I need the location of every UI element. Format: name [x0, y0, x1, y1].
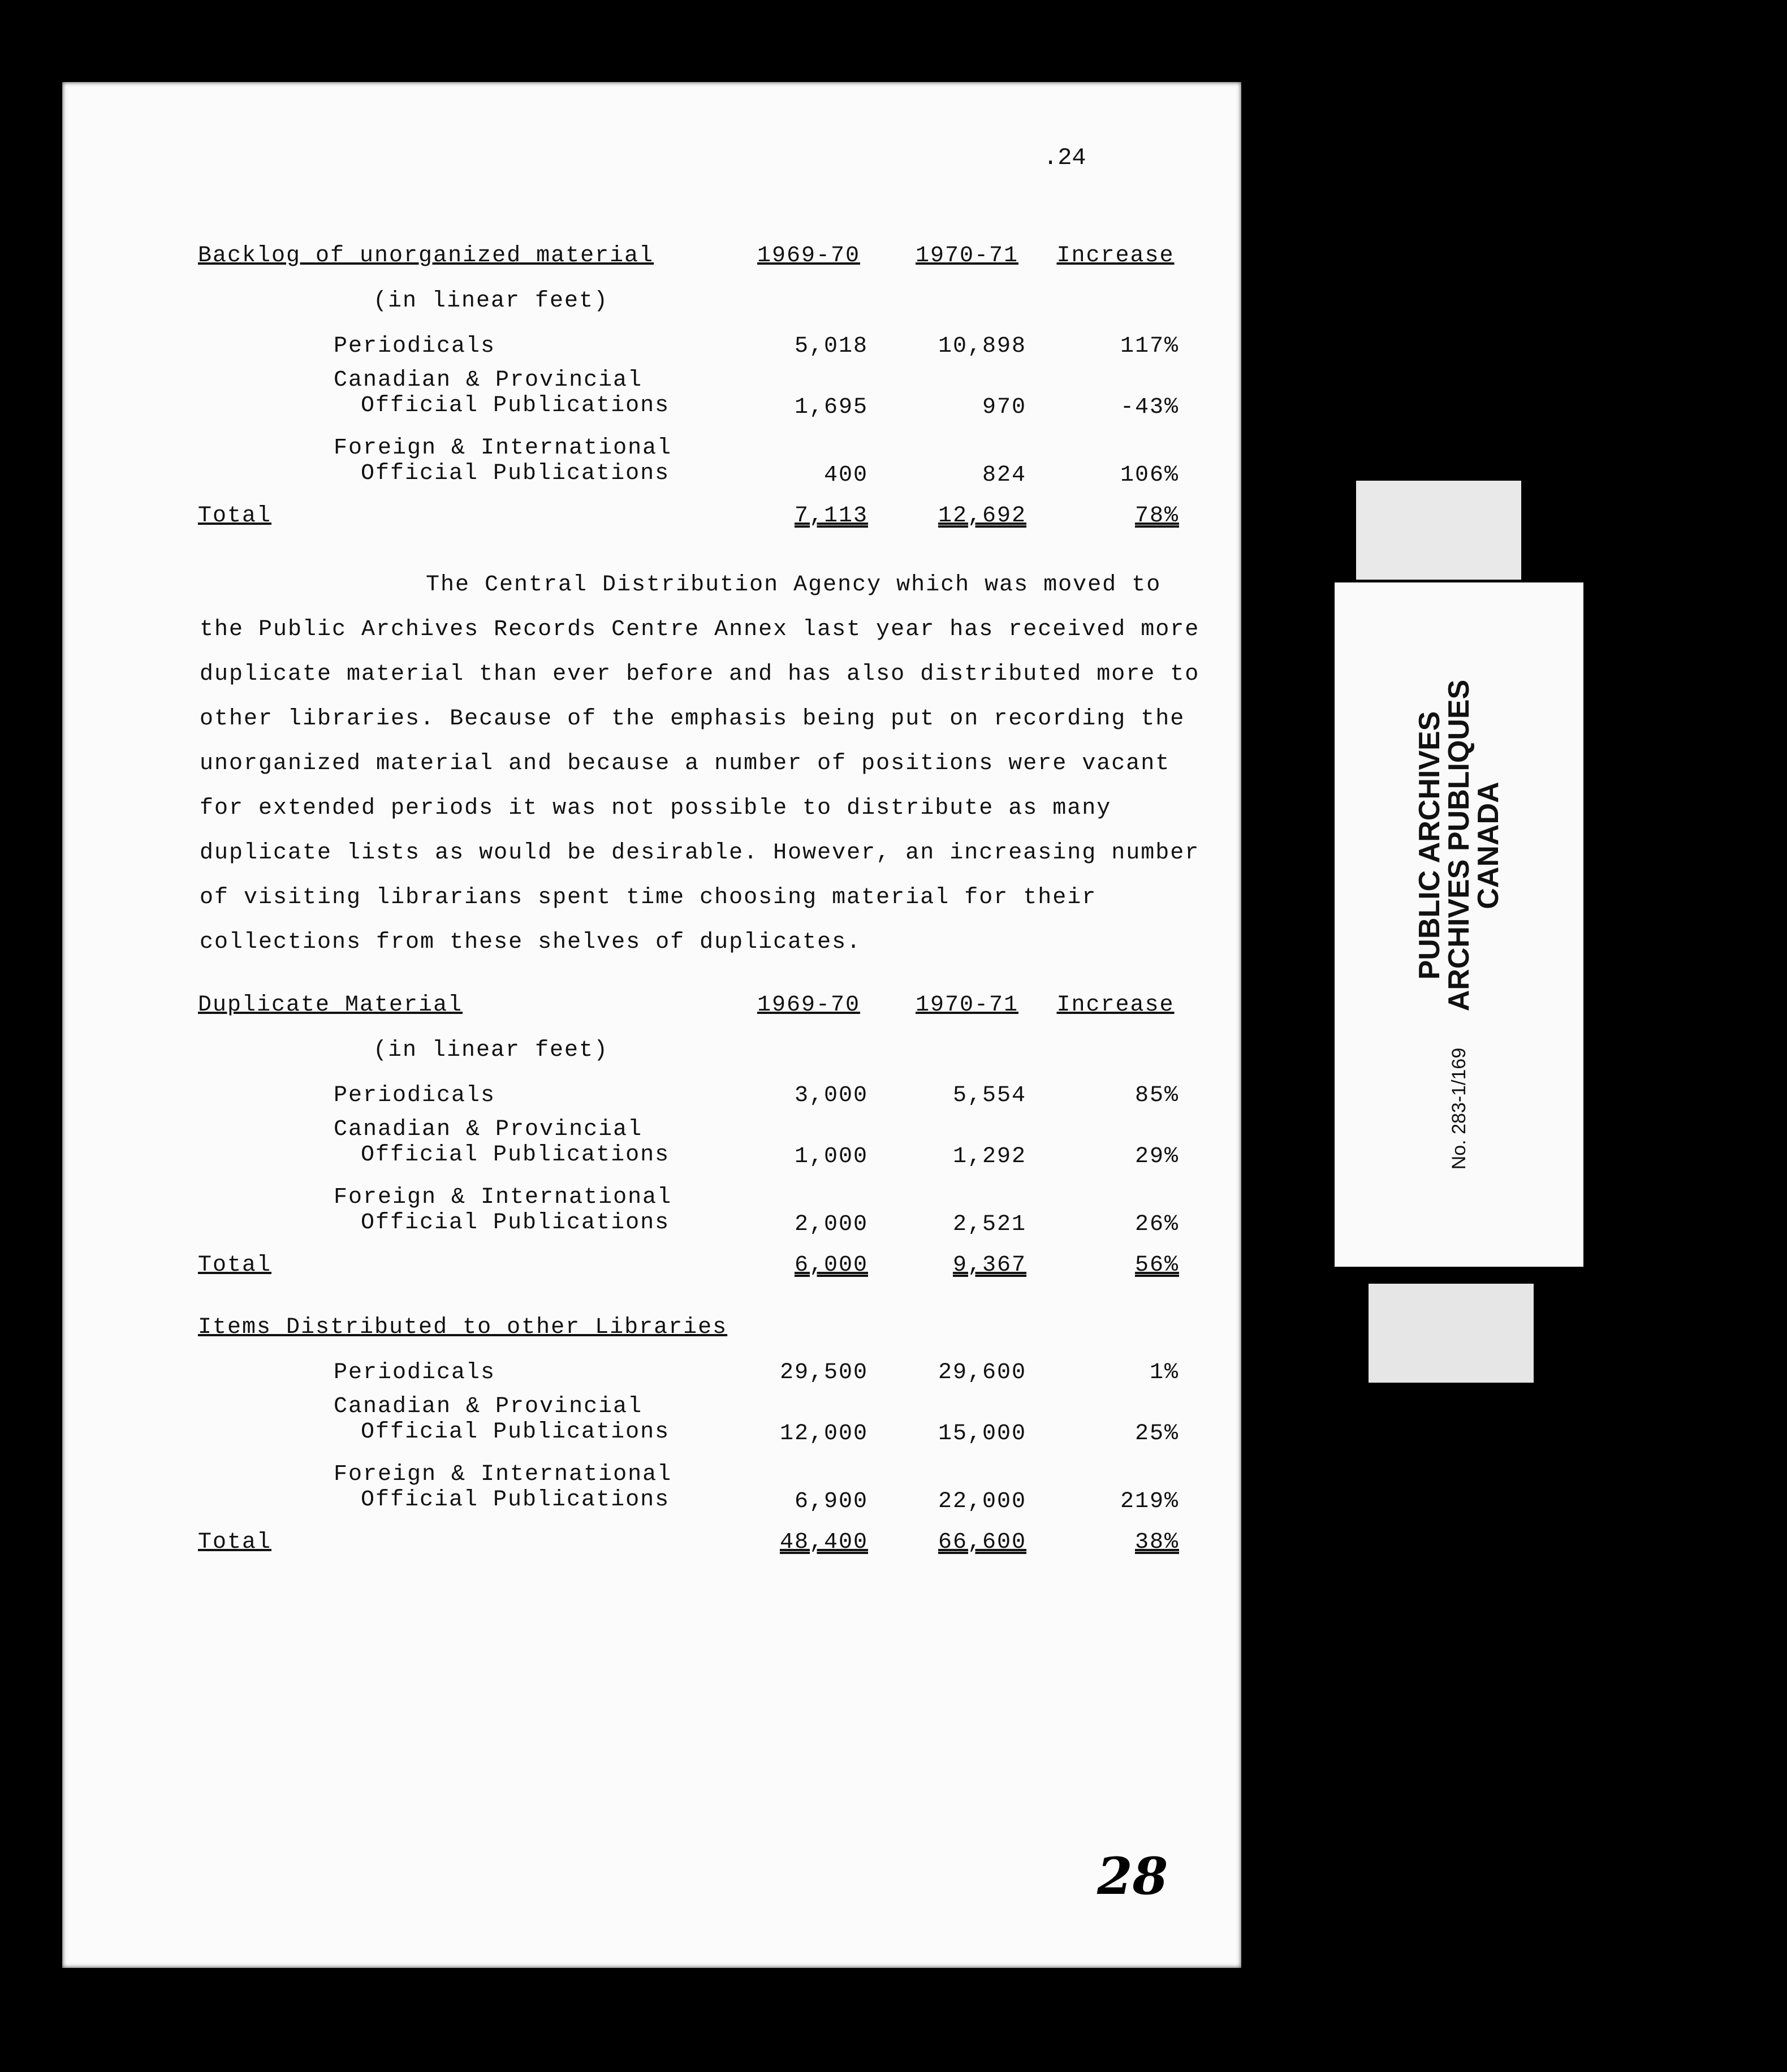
total-increase: 38%: [1134, 1530, 1179, 1555]
value-1970: 2,521: [952, 1212, 1026, 1237]
value-1970: 29,600: [938, 1360, 1026, 1385]
value-1969: 6,900: [794, 1489, 868, 1514]
total-1969: 7,113: [794, 503, 868, 529]
value-1970: 10,898: [938, 334, 1026, 359]
total-row: [198, 503, 1205, 537]
table-row: [198, 1394, 1205, 1462]
value-1969: 400: [823, 463, 868, 488]
table-row: [198, 334, 1205, 368]
row-label: Foreign & International Official Publications: [334, 1185, 672, 1236]
backlog-table: [198, 243, 1205, 537]
value-increase: 85%: [1134, 1083, 1179, 1108]
value-1969: 29,500: [779, 1360, 868, 1385]
value-1970: 970: [982, 395, 1026, 420]
value-1970: 1,292: [952, 1144, 1026, 1169]
table-title: Backlog of unorganized material: [198, 243, 654, 269]
total-label: Total: [198, 503, 272, 529]
value-1970: 824: [982, 463, 1026, 488]
table-subtitle-row: [198, 288, 1205, 322]
table-row: [198, 1117, 1205, 1185]
table-subtitle: (in linear feet): [373, 1038, 609, 1063]
body-paragraph: The Central Distribution Agency which was moved to the Public Archives Records Centre Annex last year has received more duplicate material than ever before and has also distributed more to other libraries. Because of the emphasis being put on recording the unorganized material and because a number of positions were vacant for extended periods it was not possible to distribute as many duplicate lists as would be desirable. However, an increasing number of visiting librarians spent time choosing material for their collections from these shelves of duplicates.: [200, 572, 1200, 955]
total-1969: 48,400: [779, 1530, 868, 1555]
total-increase: 78%: [1134, 503, 1179, 529]
column-header: 1970-71: [915, 992, 1019, 1018]
column-header: 1970-71: [915, 243, 1019, 269]
total-label: Total: [198, 1530, 272, 1555]
table-subtitle: (in linear feet): [373, 288, 609, 314]
value-1969: 2,000: [794, 1212, 868, 1237]
table-row: [198, 368, 1205, 435]
page-number: .24: [1043, 144, 1086, 171]
value-1969: 1,695: [794, 395, 868, 420]
column-header: 1969-70: [757, 243, 861, 269]
value-increase: 26%: [1134, 1212, 1179, 1237]
archive-stamp: PUBLIC ARCHIVES ARCHIVES PUBLIQUES CANADA: [1413, 679, 1505, 1012]
total-row: [198, 1253, 1205, 1287]
value-increase: 25%: [1134, 1421, 1179, 1447]
table-row: [198, 1083, 1205, 1117]
value-increase: -43%: [1120, 395, 1179, 420]
value-1970: 22,000: [938, 1489, 1026, 1514]
total-label: Total: [198, 1253, 272, 1278]
total-1970: 9,367: [952, 1253, 1026, 1278]
row-label: Periodicals: [334, 334, 496, 359]
table-row: [198, 1360, 1205, 1394]
table-subtitle-row: [198, 1038, 1205, 1072]
value-increase: 117%: [1120, 334, 1179, 359]
row-label: Periodicals: [334, 1360, 496, 1385]
value-1969: 1,000: [794, 1144, 868, 1169]
table-title: Items Distributed to other Libraries: [198, 1315, 728, 1340]
total-1970: 66,600: [938, 1530, 1026, 1555]
table-header-row: [198, 992, 1205, 1026]
column-header: 1969-70: [757, 992, 861, 1018]
total-row: [198, 1530, 1205, 1564]
archive-slip: [1335, 582, 1583, 1267]
value-1969: 12,000: [779, 1421, 868, 1447]
value-increase: 219%: [1120, 1489, 1179, 1514]
total-increase: 56%: [1134, 1253, 1179, 1278]
row-label: Foreign & International Official Publications: [334, 435, 672, 486]
value-1970: 5,554: [952, 1083, 1026, 1108]
table-title: Duplicate Material: [198, 992, 463, 1018]
column-header: Increase: [1056, 243, 1175, 269]
row-label: Periodicals: [334, 1083, 496, 1108]
table-header-row: [198, 243, 1205, 277]
slip-tab-bottom: [1369, 1284, 1534, 1383]
duplicate-material-table: [198, 992, 1205, 1287]
total-1969: 6,000: [794, 1253, 868, 1278]
value-1969: 5,018: [794, 334, 868, 359]
total-1970: 12,692: [938, 503, 1026, 529]
value-increase: 29%: [1134, 1144, 1179, 1169]
table-header-row: [198, 1315, 1205, 1349]
table-row: [198, 1185, 1205, 1253]
row-label: Canadian & Provincial Official Publications: [334, 1394, 670, 1445]
row-label: Canadian & Provincial Official Publications: [334, 368, 670, 418]
table-row: [198, 1462, 1205, 1530]
value-increase: 1%: [1149, 1360, 1179, 1385]
items-distributed-table: [198, 1315, 1205, 1564]
column-header: Increase: [1056, 992, 1175, 1018]
value-1969: 3,000: [794, 1083, 868, 1108]
document-page: [62, 82, 1241, 1968]
row-label: Canadian & Provincial Official Publications: [334, 1117, 670, 1168]
archive-reference-number: No. 283-1/169: [1448, 1047, 1470, 1170]
value-1970: 15,000: [938, 1421, 1026, 1447]
handwritten-page-number: 28: [1097, 1846, 1168, 1906]
row-label: Foreign & International Official Publications: [334, 1462, 672, 1513]
value-increase: 106%: [1120, 463, 1179, 488]
table-row: [198, 435, 1205, 503]
slip-tab-top: [1356, 481, 1521, 580]
